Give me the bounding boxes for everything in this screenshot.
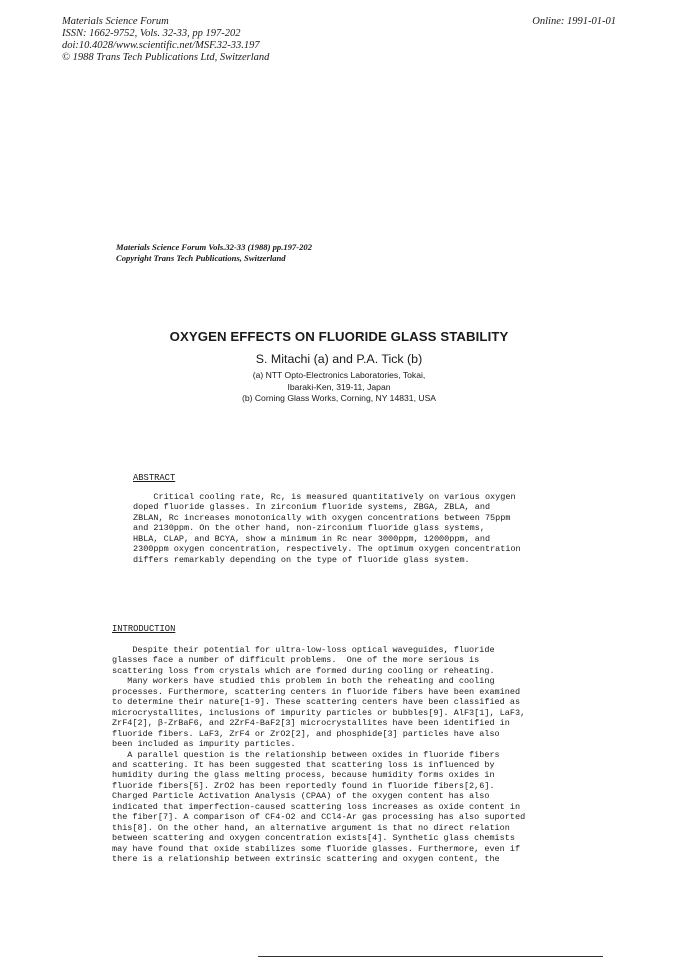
- abstract-line: Critical cooling rate, Rc, is measured quantitatively on various oxygen: [133, 492, 516, 502]
- online-date: Online: 1991-01-01: [532, 16, 616, 27]
- abstract-line: doped fluoride glasses. In zirconium fluoride systems, ZBGA, ZBLA, and: [133, 502, 491, 513]
- intro-line: this[8]. On the other hand, an alternative argument is that no direct relation: [112, 822, 510, 833]
- intro-line: fluoride fibers. LaF3, ZrF4 or ZrO2[2], and phosphide[3] particles have also: [112, 728, 500, 739]
- intro-line: been included as impurity particles.: [112, 739, 296, 750]
- affiliation-line: (b) Corning Glass Works, Corning, NY 14831, USA: [241, 393, 437, 403]
- abstract-line: 2300ppm oxygen concentration, respectively. The optimum oxygen concentration: [133, 544, 521, 555]
- intro-line: Many workers have studied this problem in both the reheating and cooling: [112, 676, 495, 687]
- citation-block: [116, 242, 312, 264]
- journal-name: Materials Science Forum: [62, 16, 169, 27]
- abstract-heading: ABSTRACT: [133, 473, 176, 483]
- abstract-body: [133, 492, 521, 565]
- intro-line: indicated that imperfection-caused scattering loss increases as oxide content in: [112, 801, 521, 812]
- introduction-body: [112, 645, 525, 865]
- journal-doi[interactable]: doi:10.4028/www.scientific.net/MSF.32-33.197: [62, 40, 260, 51]
- intro-line: may have found that oxide stabilizes some fluoride glasses. Furthermore, even if: [112, 843, 521, 854]
- intro-line: there is a relationship between extrinsic scattering and oxygen content, the: [112, 854, 500, 865]
- intro-line: and scattering. It has been suggested that scattering loss is influenced by: [112, 759, 495, 770]
- abstract-line: ZBLAN, Rc increases monotonically with oxygen concentrations between 75ppm: [133, 512, 511, 523]
- intro-line: to determine their nature[1-9]. These scattering centers have been classified as: [112, 697, 521, 708]
- citation-line: Materials Science Forum Vols.32-33 (1988) pp.197-202: [116, 242, 312, 252]
- affiliation-line: Ibaraki-Ken, 319-11, Japan: [287, 381, 391, 392]
- abstract-line: differs remarkably depending on the type of fluoride glass system.: [133, 554, 470, 565]
- abstract-line: and 2130ppm. On the other hand, non-zirconium fluoride glass systems,: [133, 523, 485, 534]
- intro-line: Charged Particle Activation Analysis (CPAA) of the oxygen content has also: [112, 791, 490, 802]
- affiliations: [0, 370, 678, 405]
- intro-line: microcrystallites, inclusions of impurity particles or bubbles[9]. AlF3[1], LaF3,: [112, 707, 526, 718]
- intro-line: fluoride fibers[5]. ZrO2 has been reportedly found in fluoride fibers[2,6].: [112, 780, 495, 791]
- intro-line: between scattering and oxygen concentration exists[4]. Synthetic glass chemists: [112, 833, 515, 844]
- intro-line: scattering loss from crystals which are formed during cooling or reheating.: [112, 665, 495, 676]
- intro-line: humidity during the glass melting process, because humidity forms oxides in: [112, 770, 495, 781]
- citation-line: Copyright Trans Tech Publications, Switzerland: [116, 253, 286, 263]
- intro-line: ZrF4[2], β-ZrBaF6, and 2ZrF4-BaF2[3] microcrystallites have been identified in: [112, 718, 510, 729]
- affiliation-line: (a) NTT Opto-Electronics Laboratories, Tokai,: [252, 370, 426, 380]
- intro-line: Despite their potential for ultra-low-loss optical waveguides, fluoride: [112, 645, 495, 655]
- intro-line: glasses face a number of difficult problems. One of the more serious is: [112, 655, 480, 666]
- paper-title: OXYGEN EFFECTS ON FLUORIDE GLASS STABILITY: [169, 329, 509, 344]
- footer-rule: [258, 956, 603, 957]
- journal-issn: ISSN: 1662-9752, Vols. 32-33, pp 197-202: [62, 28, 241, 39]
- journal-info: [62, 16, 269, 64]
- journal-copyright: © 1988 Trans Tech Publications Ltd, Switzerland: [62, 52, 270, 63]
- intro-line: the fiber[7]. A comparison of CF4-O2 and CCl4-Ar gas processing has also suported: [112, 812, 526, 823]
- intro-line: A parallel question is the relationship between oxides in fluoride fibers: [112, 749, 500, 760]
- introduction-heading: INTRODUCTION: [112, 624, 176, 634]
- abstract-line: HBLA, CLAP, and BCYA, show a minimum in Rc near 3000ppm, 12000ppm, and: [133, 533, 491, 544]
- intro-line: processes. Furthermore, scattering centers in fluoride fibers have been examined: [112, 686, 521, 697]
- paper-authors: S. Mitachi (a) and P.A. Tick (b): [255, 352, 423, 366]
